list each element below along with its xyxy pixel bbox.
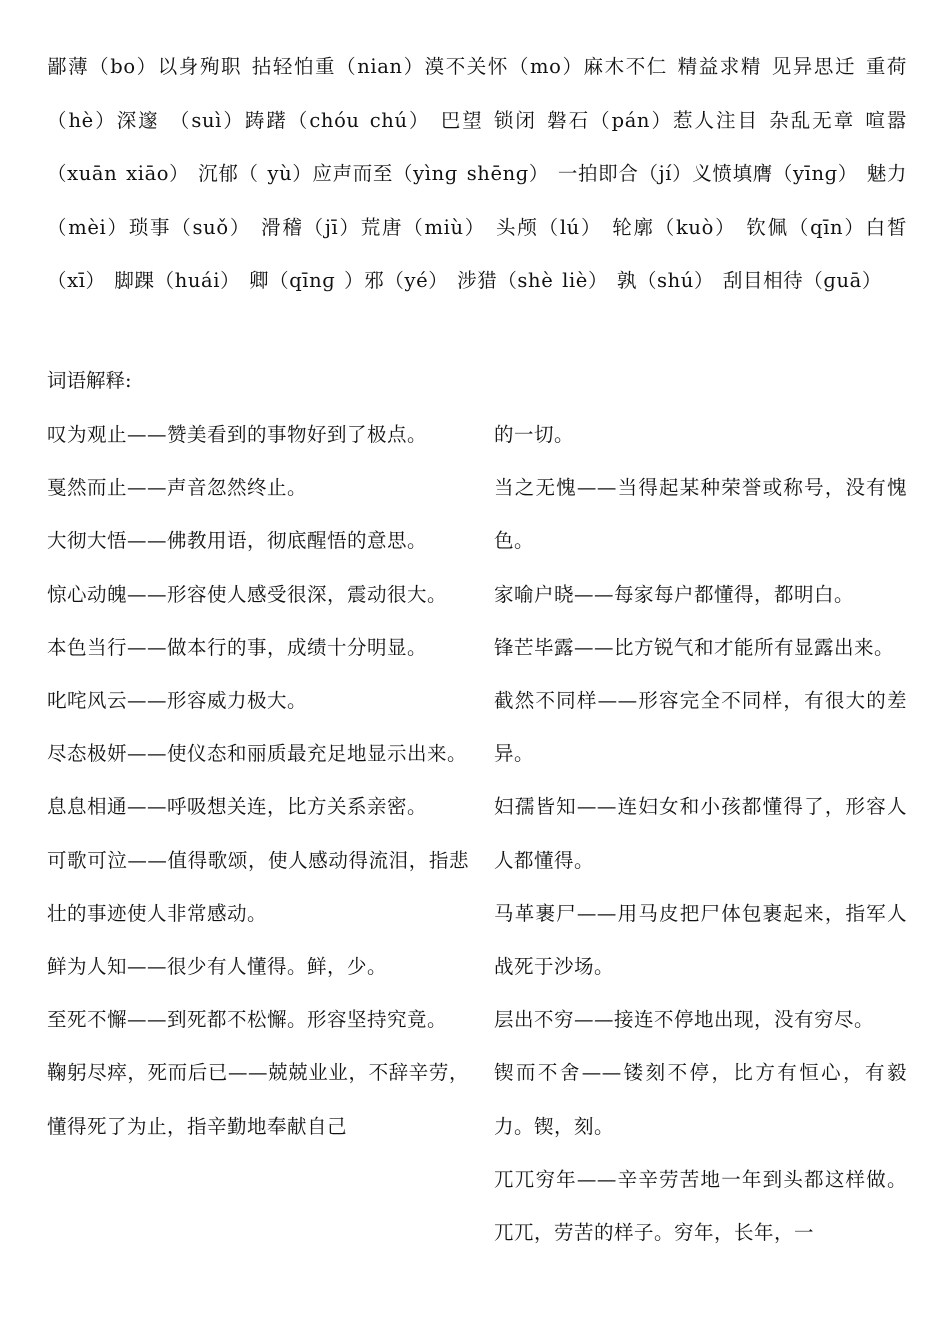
definition-entry: 当之无愧——当得起某种荣誉或称号，没有愧色。 <box>494 476 907 553</box>
definition-entry: 妇孺皆知——连妇女和小孩都懂得了，形容人人都懂得。 <box>494 795 907 872</box>
definition-entry: 鲜为人知——很少有人懂得。鲜，少。 <box>47 955 388 979</box>
definition-entry: 惊心动魄——形容使人感受很深，震动很大。 <box>47 582 448 606</box>
definitions-right-column <box>494 408 907 1259</box>
definition-entry: 可歌可泣——值得歌颂，使人感动得流泪，指悲壮的事迹使人非常感动。 <box>47 848 469 925</box>
definition-entry: 叹为观止——赞美看到的事物好到了极点。 <box>47 423 428 446</box>
definition-entry: 至死不懈——到死都不松懈。形容坚持究竟。 <box>47 1008 448 1032</box>
vocabulary-pinyin-paragraph: 鄙薄（bo）以身殉职 拈轻怕重（nian）漠不关怀（mo）麻木不仁 精益求精 见异思迁 重荷（hè）深邃 （suì）踌躇（chóu chú） 巴望 锁闭 磐石（pán）惹人注目 杂乱无章 喧嚣（xuān xiāo） 沉郁（ yù）应声而至（yìnɡ shēnɡ） 一拍即合（jí）义愤填膺（yīnɡ） 魅力（mèi）琐事（suǒ） 滑稽（jī）荒唐（miù） 头颅（lú） 轮廓（kuò） 钦佩（qīn）白皙（xī） 脚踝（huái） 卿（qīnɡ ）邪（yé） 涉猎（shè liè） 孰（shú） 刮目相待（ɡuā） <box>47 55 907 292</box>
definition-entry: 的一切。 <box>494 423 575 446</box>
section-title: 词语解释: <box>47 369 132 392</box>
definition-entry: 戛然而止——声音忽然终止。 <box>47 476 308 500</box>
definition-entry: 叱咤风云——形容威力极大。 <box>47 689 308 713</box>
definition-entry: 鞠躬尽瘁，死而后已——兢兢业业，不辞辛劳，懂得死了为止，指辛勤地奉献自己 <box>47 1061 469 1138</box>
definitions-left-column <box>47 408 469 1153</box>
definition-entry: 本色当行——做本行的事，成绩十分明显。 <box>47 635 428 659</box>
definition-entry: 锋芒毕露——比方锐气和才能所有显露出来。 <box>494 635 895 659</box>
definition-entry: 截然不同样——形容完全不同样，有很大的差异。 <box>494 689 907 766</box>
definition-entry: 大彻大悟——佛教用语，彻底醒悟的意思。 <box>47 529 428 553</box>
definition-entry: 息息相通——呼吸想关连，比方关系亲密。 <box>47 795 428 819</box>
definition-entry: 锲而不舍——镂刻不停，比方有恒心，有毅力。锲，刻。 <box>494 1061 907 1138</box>
definition-entry: 层出不穷——接连不停地出现，没有穷尽。 <box>494 1008 875 1032</box>
definition-entry: 兀兀穷年——辛辛劳苦地一年到头都这样做。兀兀，劳苦的样子。穷年，长年，一 <box>494 1167 907 1245</box>
definition-entry: 马革裹尸——用马皮把尸体包裹起来，指军人战死于沙场。 <box>494 901 907 979</box>
definition-entry: 家喻户晓——每家每户都懂得，都明白。 <box>494 582 855 606</box>
definition-entry: 尽态极妍——使仪态和丽质最充足地显示出来。 <box>47 742 468 766</box>
